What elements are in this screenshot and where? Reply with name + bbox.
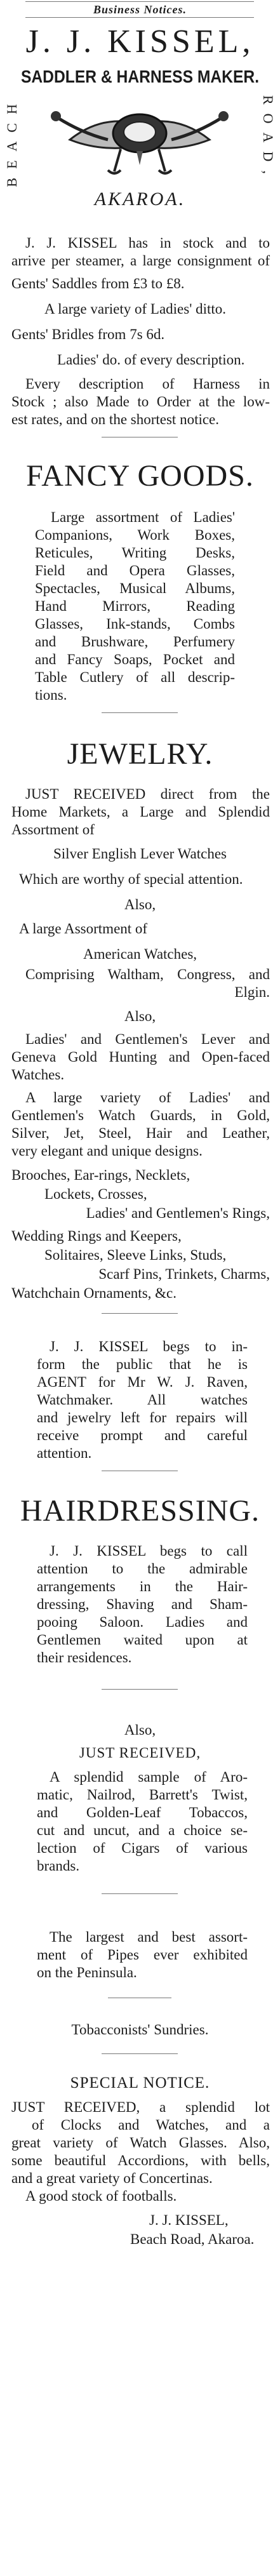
- agent-line-2: form the public that he is: [37, 1356, 248, 1372]
- jewelry-line-13: Geneva Gold Hunting and Open-faced: [11, 1049, 270, 1065]
- special-line-1: JUST RECEIVED, a splendid lot: [11, 2099, 270, 2115]
- side-label-left: BEACH: [4, 95, 20, 187]
- jewelry-line-7: A large Assortment of: [19, 921, 148, 937]
- divider-8: [102, 2053, 178, 2054]
- hair-line-5: pooing Saloon. Ladies and: [37, 1614, 248, 1630]
- jewelry-line-2: Home Markets, a Large and Splendid: [11, 804, 270, 820]
- jewelry-line-18: very elegant and unique designs.: [11, 1143, 203, 1159]
- saddlery-line-1: J. J. KISSEL has in stock and to: [25, 235, 270, 251]
- jewelry-line-12: Ladies' and Gentlemen's Lever and: [25, 1031, 270, 1047]
- special-line-4: some beautiful Accordions, with bells,: [11, 2152, 270, 2168]
- fancy-line-6: Hand Mirrors, Reading: [35, 598, 235, 614]
- hair-line-1: J. J. KISSEL begs to call: [50, 1543, 248, 1559]
- special-line-6: A good stock of footballs.: [25, 2188, 177, 2204]
- jewelry-line-3: Assortment of: [11, 822, 95, 838]
- fancy-line-5: Spectacles, Musical Albums,: [35, 580, 235, 596]
- jewelry-line-15: A large variety of Ladies' and: [25, 1090, 270, 1105]
- divider-5: [102, 1689, 178, 1690]
- agent-line-5: and jewelry left for repairs will: [37, 1410, 248, 1425]
- jewelry-heading: JEWELRY.: [67, 737, 213, 771]
- jewelry-line-23: Solitaires, Sleeve Links, Studs,: [44, 1247, 227, 1263]
- jewelry-line-17: Silver, Jet, Steel, Hair and Leather,: [11, 1125, 270, 1141]
- saddlery-line-3: Gents' Saddles from £3 to £8.: [11, 276, 185, 291]
- agent-line-4: Watchmaker. All watches: [37, 1392, 248, 1408]
- pipes-line-1: The largest and best assort-: [50, 1929, 248, 1945]
- divider-3: [102, 1313, 178, 1314]
- pipes-line-3: on the Peninsula.: [37, 1965, 137, 1980]
- tobacco-line-7: lection of Cigars of various: [37, 1840, 248, 1856]
- saddlery-line-6: Ladies' do. of every description.: [57, 352, 245, 368]
- jewelry-line-9: Comprising Waltham, Congress, and: [25, 966, 270, 982]
- tobacco-line-3: A splendid sample of Aro-: [50, 1769, 248, 1785]
- divider-6: [102, 1893, 178, 1894]
- tobacco-line-1: Also,: [124, 1722, 156, 1738]
- header-rule: [25, 17, 254, 18]
- fancy-line-8: and Brushware, Perfumery: [35, 634, 235, 650]
- tobacco-line-6: cut and uncut, and a choice se-: [37, 1822, 248, 1838]
- special-address: Beach Road, Akaroa.: [130, 2231, 255, 2247]
- jewelry-line-1: JUST RECEIVED direct from the: [25, 786, 270, 802]
- jewelry-line-16: Gentlemen's Watch Guards, in Gold,: [11, 1107, 270, 1123]
- saddlery-line-4: A large variety of Ladies' ditto.: [44, 301, 227, 317]
- tobacco-line-8: brands.: [37, 1858, 80, 1874]
- special-heading: SPECIAL NOTICE.: [70, 2074, 210, 2092]
- jewelry-line-11: Also,: [124, 1008, 156, 1024]
- fancy-line-10: Table Cutlery of all descrip-: [35, 669, 235, 685]
- divider-2: [102, 712, 178, 713]
- masthead-town: AKAROA.: [94, 189, 186, 210]
- tobacco-line-5: and Golden-Leaf Tobaccos,: [37, 1805, 248, 1820]
- special-line-5: and a great variety of Concertinas.: [11, 2170, 213, 2186]
- jewelry-line-4: Silver English Lever Watches: [53, 846, 227, 862]
- hair-line-7: their residences.: [37, 1650, 132, 1665]
- jewelry-line-19: Brooches, Ear-rings, Necklets,: [11, 1167, 190, 1183]
- special-line-2: of Clocks and Watches, and a: [32, 2117, 270, 2133]
- special-signature: J. J. KISSEL,: [149, 2212, 229, 2228]
- hairdressing-heading: HAIRDRESSING.: [20, 1494, 260, 1528]
- agent-line-7: attention.: [37, 1445, 92, 1461]
- top-rule: [25, 1, 254, 2]
- masthead-name: J. J. KISSEL,: [25, 23, 255, 60]
- hair-line-4: dressing, Shaving and Sham-: [37, 1596, 248, 1612]
- jewelry-line-10: Elgin.: [234, 984, 270, 1000]
- fancy-line-3: Reticules, Writing Desks,: [35, 545, 235, 561]
- fancy-goods-heading: FANCY GOODS.: [26, 459, 254, 493]
- special-line-3: great variety of Watch Glasses. Also,: [11, 2135, 270, 2151]
- agent-line-3: AGENT for Mr W. J. Raven,: [37, 1374, 248, 1390]
- jewelry-line-25: Watchchain Ornaments, &c.: [11, 1285, 177, 1301]
- jewelry-line-22: Wedding Rings and Keepers,: [11, 1228, 182, 1244]
- saddlery-line-2: arrive per steamer, a large consignment of: [11, 253, 270, 269]
- fancy-line-7: Glasses, Ink-stands, Combs: [35, 616, 235, 632]
- hair-line-2: attention to the admirable: [37, 1561, 248, 1577]
- tobacco-line-4: matic, Nailrod, Barrett's Twist,: [37, 1787, 248, 1803]
- jewelry-line-21: Ladies' and Gentlemen's Rings,: [86, 1205, 270, 1221]
- side-label-right: ROAD,: [260, 95, 276, 183]
- jewelry-line-5: Which are worthy of special attention.: [19, 871, 243, 887]
- hair-line-3: arrangements in the Hair-: [37, 1578, 248, 1594]
- saddlery-line-8: Stock ; also Made to Order at the low-: [11, 394, 270, 410]
- saddlery-line-5: Gents' Bridles from 7s 6d.: [11, 326, 165, 342]
- saddlery-line-9: est rates, and on the shortest notice.: [11, 411, 220, 427]
- pipes-line-2: ment of Pipes ever exhibited: [37, 1947, 248, 1963]
- section-label: Business Notices.: [93, 3, 187, 16]
- saddle-emblem-icon: [44, 95, 235, 178]
- fancy-line-1: Large assortment of Ladies': [51, 509, 235, 525]
- agent-line-6: receive prompt and careful: [37, 1427, 248, 1443]
- fancy-line-4: Field and Opera Glasses,: [35, 563, 235, 578]
- saddlery-line-7: Every description of Harness in: [25, 376, 270, 392]
- agent-line-1: J. J. KISSEL begs to in-: [50, 1338, 248, 1354]
- jewelry-line-20: Lockets, Crosses,: [44, 1186, 147, 1202]
- jewelry-line-14: Watches.: [11, 1067, 65, 1083]
- jewelry-line-24: Scarf Pins, Trinkets, Charms,: [98, 1266, 270, 1282]
- fancy-line-9: and Fancy Soaps, Pocket and: [35, 651, 235, 667]
- masthead-trade: SADDLER & HARNESS MAKER.: [20, 67, 260, 86]
- hair-line-6: Gentlemen waited upon at: [37, 1632, 248, 1648]
- fancy-line-11: tions.: [35, 687, 67, 703]
- fancy-line-2: Companions, Work Boxes,: [35, 527, 235, 543]
- jewelry-line-8: American Watches,: [83, 946, 197, 962]
- pipes-sundries: Tobacconists' Sundries.: [71, 2022, 209, 2038]
- tobacco-line-2: JUST RECEIVED,: [79, 1745, 201, 1761]
- jewelry-line-6: Also,: [124, 897, 156, 912]
